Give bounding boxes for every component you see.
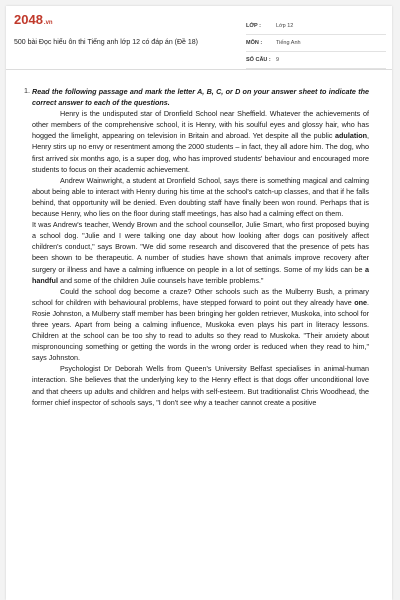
text-span: It was Andrew's teacher, Wendy Brown and the school counsellor, Julie Smart, who first proposed buying a school dog. "Julie and I were talking one day about how looking after dogs can positively affect children's conduct," says Brown. "We did some research and discovered that the presence of pets has been shown to be therapeutic. A number of studies have shown that animals improve recovery after surgery or illness and have a calming influence on people in a lot of settings. Some of my kids can be [32,220,369,274]
header-divider [6,69,392,70]
text-span: Henry is the undisputed star of Dronfield School near Sheffield. Whatever the achievements of other members of the comprehensive school, it is Henry, with his soulful eyes and glossy hair, who has hogged the limelight, appearing on television in Britain and abroad. Yet despite all the public [32,109,369,141]
highlighted-word-adulation: adulation [335,131,367,141]
question-number: 1. [24,86,30,95]
meta-value: Tiếng Anh [276,40,301,46]
passage-paragraph-5: Psychologist Dr Deborah Wells from Queen's University Belfast specialises in animal-human interaction. She believes that the underlying key to the Henry effect is that dogs offer unconditional love and that cheers up adults and children and helps with self-esteem. But traditionalist Chris Woodhead, the former chief inspector of schools says, "I don't see why a teacher cannot create a positive [32,364,369,407]
passage-paragraph-1 [32,108,369,175]
text-span: . Rosie Johnston, a Mulberry staff member has been bringing her golden retriever, Muskoka, into school for three years. Apart from being a calming influence, Muskoka even plays his part in literacy lessons. Children at the school can be too shy to read to adults so they read to Muskoka. "Their anxiety about mispronouncing something or getting the words in the wrong order is reduced when they read to him," says Johnston. [32,297,369,363]
question-instruction: Read the following passage and mark the letter A, B, C, or D on your answer sheet to indicate the correct answer to each of the questions. [32,87,369,108]
meta-row-subject [246,35,386,52]
highlighted-word-one: one [354,297,367,307]
meta-table [246,18,386,69]
site-logo[interactable] [14,12,53,27]
document-title: 500 bài Đọc hiểu ôn thi Tiếng anh lớp 12 có đáp án (Đề 18) [14,39,198,46]
document-header [6,6,392,66]
logo-suffix: .vn [43,20,53,26]
passage-paragraph-2: Andrew Wainwright, a student at Dronfield School, says there is something magical and calming about being able to interact with Henry during his time at the school's catch-up classes, and that if he falls behind, that opportunity will be denied. Even doubting staff have finally been won round. Perhaps that is because Henry, who lies on the floor during staff meetings, has also had a calming effect on them. [32,175,369,219]
meta-label: LỚP : [246,23,261,29]
text-span: and some of the children Julie counsels have terrible problems." [57,275,264,285]
document-page [6,6,392,600]
text-span: Could the school dog become a craze? Other schools such as the Mulberry Bush, a primary school for children with behavioural problems, have stepped forward to point out they already have [32,286,369,307]
highlighted-phrase-a-handful: a handful [32,264,369,285]
meta-row-question-count [246,52,386,69]
meta-label: MÔN : [246,40,263,46]
text-span: , Henry stirs up no envy or resentment among the 2000 students – in fact, they all adore him. The dog, who first arrived six months ago, is a super dog, who has improved students' behaviour and encouraged more students to focus on their academic achievement. [32,131,369,174]
meta-value: 9 [276,57,280,63]
question-content [32,86,369,408]
meta-row-grade [246,18,386,35]
meta-value: Lớp 12 [276,23,294,29]
logo-number: 2048 [14,12,43,27]
passage-paragraph-3 [32,219,369,286]
passage-paragraph-4 [32,286,369,364]
meta-label: SỐ CÂU : [246,57,271,63]
